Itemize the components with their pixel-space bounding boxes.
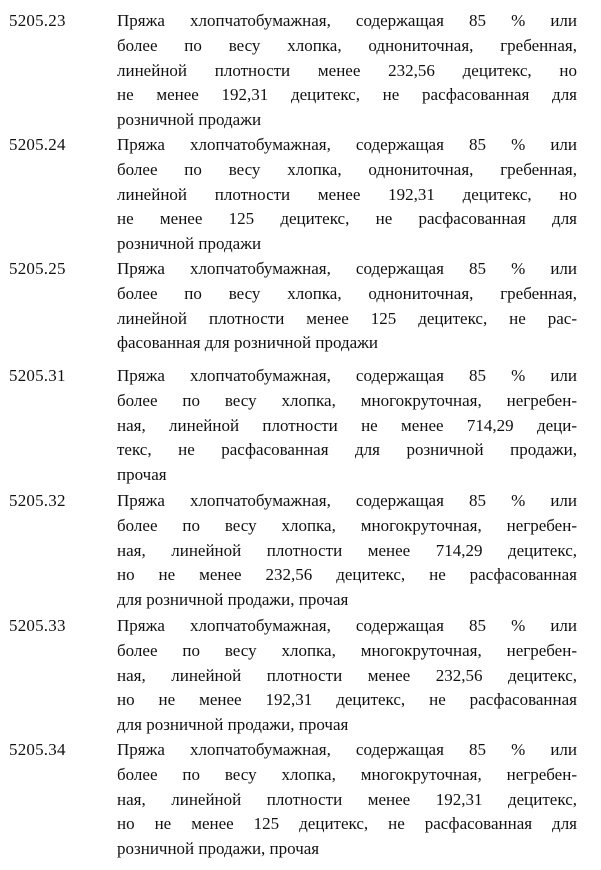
description-line: более по весу хлопка, многокруточная, негребен- bbox=[117, 515, 577, 535]
tariff-code: 5205.33 bbox=[9, 616, 66, 635]
description-line: линейной плотности менее 125 децитекс, не рас- bbox=[117, 308, 577, 328]
tariff-code: 5205.24 bbox=[9, 135, 66, 154]
description-line: более по весу хлопка, однониточная, гребенная, bbox=[117, 283, 577, 303]
tariff-code: 5205.32 bbox=[9, 491, 66, 510]
tariff-code: 5205.23 bbox=[9, 11, 66, 30]
description-line: не менее 192,31 децитекс, не расфасованная для bbox=[117, 85, 577, 105]
description-line: для розничной продажи, прочая bbox=[117, 715, 349, 735]
description-line: ная, линейной плотности менее 714,29 децитекс, bbox=[117, 540, 577, 560]
description-line: прочая bbox=[117, 465, 167, 485]
description-line: не менее 125 децитекс, не расфасованная для bbox=[117, 209, 577, 229]
description-line: Пряжа хлопчатобумажная, содержащая 85 % или bbox=[117, 616, 577, 635]
description-line: но не менее 192,31 децитекс, не расфасованная bbox=[117, 690, 577, 710]
description-line: но не менее 232,56 децитекс, не расфасованная bbox=[117, 565, 577, 585]
description-line: линейной плотности менее 192,31 децитекс, но bbox=[117, 184, 577, 204]
description-line: более по весу хлопка, многокруточная, негребен- bbox=[117, 390, 577, 410]
description-line: фасованная для розничной продажи bbox=[117, 333, 379, 353]
description-line: Пряжа хлопчатобумажная, содержащая 85 % или bbox=[117, 135, 577, 154]
description-line: более по весу хлопка, многокруточная, негребен- bbox=[117, 640, 577, 660]
description-line: более по весу хлопка, однониточная, гребенная, bbox=[117, 35, 577, 55]
description-line: розничной продажи bbox=[117, 110, 262, 130]
description-line: Пряжа хлопчатобумажная, содержащая 85 % или bbox=[117, 491, 577, 510]
description-line: Пряжа хлопчатобумажная, содержащая 85 % или bbox=[117, 740, 577, 759]
description-line: ная, линейной плотности не менее 714,29 деци- bbox=[117, 415, 577, 435]
description-line: ная, линейной плотности менее 232,56 децитекс, bbox=[117, 665, 577, 685]
description-line: текс, не расфасованная для розничной продажи, bbox=[117, 440, 577, 460]
description-line: более по весу хлопка, однониточная, гребенная, bbox=[117, 159, 577, 179]
description-line: розничной продажи bbox=[117, 234, 262, 254]
description-line: розничной продажи, прочая bbox=[117, 839, 320, 859]
description-line: Пряжа хлопчатобумажная, содержащая 85 % или bbox=[117, 259, 577, 278]
tariff-code: 5205.31 bbox=[9, 366, 66, 385]
description-line: Пряжа хлопчатобумажная, содержащая 85 % или bbox=[117, 11, 577, 30]
tariff-code: 5205.25 bbox=[9, 259, 66, 278]
description-line: Пряжа хлопчатобумажная, содержащая 85 % или bbox=[117, 366, 577, 385]
tariff-code: 5205.34 bbox=[9, 740, 66, 759]
description-line: более по весу хлопка, многокруточная, негребен- bbox=[117, 764, 577, 784]
description-line: но не менее 125 децитекс, не расфасованная для bbox=[117, 814, 577, 834]
description-line: ная, линейной плотности менее 192,31 децитекс, bbox=[117, 789, 577, 809]
description-line: линейной плотности менее 232,56 децитекс, но bbox=[117, 60, 577, 80]
description-line: для розничной продажи, прочая bbox=[117, 590, 349, 610]
